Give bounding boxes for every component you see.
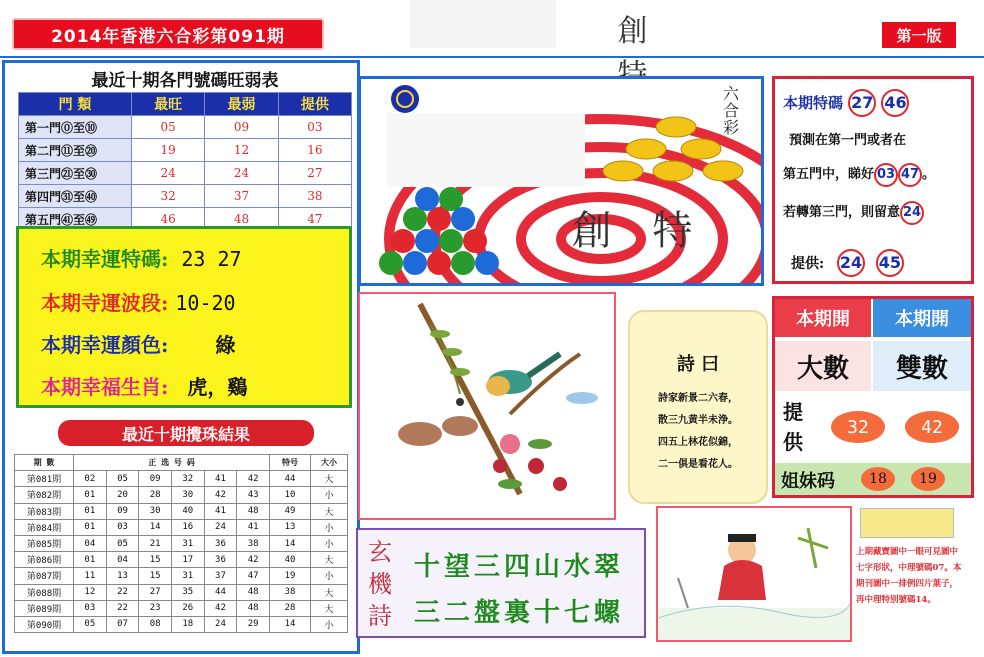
size-cell: 小 <box>311 487 348 503</box>
issue-cell: 第082期 <box>15 487 74 503</box>
sister-number-1: 18 <box>861 467 895 491</box>
table-row <box>15 519 348 535</box>
special-line-1: 預測在第一門或者在 <box>789 133 907 148</box>
table-row <box>15 568 348 584</box>
number-cell: 31 <box>171 568 204 584</box>
special-offer: 提供: 24 45 <box>791 249 904 277</box>
table-row <box>15 616 348 632</box>
table-row: 第一門⓪至⑩ 05 09 03 <box>19 116 352 139</box>
poem-title: 詩 曰 <box>676 354 720 375</box>
number-cell: 27 <box>139 584 172 600</box>
number-cell: 15 <box>139 568 172 584</box>
number-cell: 42 <box>204 600 237 616</box>
draw-results-table: 期 數 正 选 号 码 特号 大小 第081期 02 05 09 32 41 42 44 大 第082期 01 20 28 30 42 43 10 小 第083期 01 09 30 40 41 48 49 大 第084期 01 03 14 16 24 41 13 小 第085期 04 05 21 31 36 38 14 小 第086期 01 04 15 17 36 42 40 大 第087期 11 13 15 31 37 47 19 小 第088期 12 22 27 35 44 48 38 大 第089期 03 22 23 26 42 48 28 大 第090期 05 07 08 18 24 29 14 小 <box>14 454 348 633</box>
number-cell: 13 <box>106 568 139 584</box>
number-cell: 05 <box>106 471 139 487</box>
issue-cell: 第086期 <box>15 552 74 568</box>
special-label: 本期特碼 <box>783 94 844 112</box>
banner-title: 創 特 <box>571 208 707 254</box>
number-cell: 21 <box>139 535 172 551</box>
number-cell: 48 <box>237 600 270 616</box>
special-cell: 40 <box>270 552 311 568</box>
corner-label: 六合彩 <box>723 84 740 137</box>
number-cell: 01 <box>74 487 107 503</box>
number-cell: 48 <box>237 584 270 600</box>
zone-header: 門 類 <box>19 93 132 116</box>
issue-cell: 第089期 <box>15 600 74 616</box>
offer-header: 提供 <box>278 93 351 116</box>
number-cell: 15 <box>139 552 172 568</box>
number-cell: 01 <box>74 519 107 535</box>
number-cell: 11 <box>74 568 107 584</box>
number-cell: 09 <box>106 503 139 519</box>
number-cell: 37 <box>204 568 237 584</box>
number-cell: 48 <box>237 503 270 519</box>
number-cell: 38 <box>237 535 270 551</box>
number-cell: 01 <box>74 552 107 568</box>
number-cell: 29 <box>237 616 270 632</box>
number-cell: 24 <box>204 519 237 535</box>
table-row: 第二門⑪至⑳ 19 12 16 <box>19 139 352 162</box>
table-row <box>15 600 348 616</box>
header-divider <box>0 56 984 58</box>
poem-scroll <box>628 310 768 504</box>
mystic-line-1: 十望三四山水翠 <box>414 552 625 582</box>
number-cell: 26 <box>171 600 204 616</box>
special-cell: 14 <box>270 535 311 551</box>
draw-results-title: 最近十期攪珠結果 <box>58 420 314 446</box>
number-cell: 40 <box>171 503 204 519</box>
special-cell: 13 <box>270 519 311 535</box>
number-cell: 04 <box>106 552 139 568</box>
number-cell: 31 <box>171 535 204 551</box>
issue-cell: 第083期 <box>15 503 74 519</box>
number-cell: 42 <box>237 471 270 487</box>
riddle-picture <box>358 292 616 520</box>
issue-cell: 第087期 <box>15 568 74 584</box>
lucky-wave: 本期寺運波段: 10-20 <box>41 291 236 315</box>
note-thumbnail <box>860 508 954 538</box>
special-number-2: 46 <box>881 89 909 117</box>
lucky-color: 本期幸運顏色: 綠 <box>41 333 236 357</box>
table-row: 第四門㉛至㊵ 32 37 38 <box>19 185 352 208</box>
special-cell: 28 <box>270 600 311 616</box>
number-cell: 35 <box>171 584 204 600</box>
number-cell: 44 <box>204 584 237 600</box>
poem-lines: 詩家新景二六春， 散三九黄半未浄。 四五上林花似錦， 二一俱是看花人。 <box>658 393 738 470</box>
table-row: 第五門㊶至㊾ 46 48 47 <box>19 208 352 231</box>
number-cell: 42 <box>237 552 270 568</box>
number-cell: 41 <box>204 503 237 519</box>
mystic-label: 玄機詩 <box>368 538 392 630</box>
even-number-label: 雙數 <box>873 341 971 391</box>
size-cell: 大 <box>311 600 348 616</box>
size-cell: 小 <box>311 519 348 535</box>
size-cell: 小 <box>311 568 348 584</box>
banner-image <box>358 76 764 286</box>
mystic-poem-box <box>356 528 646 638</box>
number-cell: 36 <box>204 552 237 568</box>
big-number-label: 大數 <box>775 341 871 391</box>
mystic-line-2: 三二盤裏十七螺 <box>414 598 625 628</box>
number-cell: 05 <box>74 616 107 632</box>
table-row <box>15 487 348 503</box>
special-cell: 49 <box>270 503 311 519</box>
number-cell: 30 <box>171 487 204 503</box>
bird-branch-illustration <box>360 294 614 518</box>
issue-cell: 第081期 <box>15 471 74 487</box>
cold-header: 最弱 <box>205 93 278 116</box>
number-cell: 28 <box>139 487 172 503</box>
number-cell: 18 <box>171 616 204 632</box>
number-cell: 03 <box>106 519 139 535</box>
special-number-1: 27 <box>848 89 876 117</box>
number-cell: 17 <box>171 552 204 568</box>
offer-number-1: 32 <box>831 411 885 443</box>
lucky-zodiac: 本期幸福生肖: 虎，鷄 <box>41 375 248 399</box>
number-cell: 02 <box>74 471 107 487</box>
size-cell: 小 <box>311 616 348 632</box>
size-cell: 大 <box>311 584 348 600</box>
sister-label: 姐妹码 <box>781 471 835 492</box>
lucky-special: 本期幸運特碼: 23 27 <box>41 247 242 271</box>
size-cell: 大 <box>311 471 348 487</box>
special-cell: 44 <box>270 471 311 487</box>
number-cell: 22 <box>106 600 139 616</box>
special-line-3: 若轉第三門，則留意 24 <box>783 201 924 225</box>
number-cell: 09 <box>139 471 172 487</box>
number-cell: 30 <box>139 503 172 519</box>
number-cell: 47 <box>237 568 270 584</box>
cartoon-illustration <box>658 508 850 640</box>
page-title: 創 <box>617 14 688 49</box>
number-cell: 07 <box>106 616 139 632</box>
special-prediction-box <box>772 76 974 284</box>
special-line-2: 第五門中，睇好 03 47 。 <box>783 163 935 187</box>
number-cell: 41 <box>204 471 237 487</box>
size-cell: 大 <box>311 503 348 519</box>
number-cell: 36 <box>204 535 237 551</box>
zone-table-title: 最近十期各門號碼旺弱表 <box>91 71 279 91</box>
number-cell: 22 <box>106 584 139 600</box>
number-cell: 12 <box>74 584 107 600</box>
special-cell: 38 <box>270 584 311 600</box>
table-row <box>15 584 348 600</box>
odd-even-box <box>772 296 974 498</box>
size-cell: 小 <box>311 535 348 551</box>
open-head-right: 本期開 <box>873 299 971 337</box>
lucky-box <box>16 226 352 408</box>
hot-header: 最旺 <box>132 93 205 116</box>
number-cell: 04 <box>74 535 107 551</box>
number-cell: 08 <box>139 616 172 632</box>
treasure-map-picture <box>656 506 852 642</box>
number-cell: 42 <box>204 487 237 503</box>
offer-number-2: 42 <box>905 411 959 443</box>
table-row: 第三門㉑至㉚ 24 24 27 <box>19 162 352 185</box>
number-cell: 20 <box>106 487 139 503</box>
number-cell: 05 <box>106 535 139 551</box>
note-text: 上期藏寶圖中一眼可見圖中 七字形狀，中理號碼07。本 期刊圖中一排例四片葉子， 再中理特别號碼14。 <box>856 547 962 605</box>
header-blank <box>410 0 556 48</box>
issue-cell: 第084期 <box>15 519 74 535</box>
last-issue-note <box>856 506 980 642</box>
table-row <box>15 552 348 568</box>
zone-table <box>18 92 352 231</box>
number-cell: 14 <box>139 519 172 535</box>
number-cell: 43 <box>237 487 270 503</box>
table-row <box>15 535 348 551</box>
number-cell: 24 <box>204 616 237 632</box>
issue-cell: 第090期 <box>15 616 74 632</box>
issue-banner: 2014年香港六合彩第091期 <box>12 18 324 50</box>
table-row <box>15 503 348 519</box>
number-cell: 01 <box>74 503 107 519</box>
number-cell: 23 <box>139 600 172 616</box>
sister-number-2: 19 <box>911 467 945 491</box>
offer-label: 提 供 <box>783 400 803 454</box>
special-cell: 10 <box>270 487 311 503</box>
open-head-left: 本期開 <box>775 299 871 337</box>
special-cell: 19 <box>270 568 311 584</box>
special-cell: 14 <box>270 616 311 632</box>
number-cell: 32 <box>171 471 204 487</box>
issue-cell: 第085期 <box>15 535 74 551</box>
number-cell: 16 <box>171 519 204 535</box>
number-cell: 03 <box>74 600 107 616</box>
number-cell: 41 <box>237 519 270 535</box>
table-row <box>15 471 348 487</box>
edition-badge: 第一版 <box>882 22 956 48</box>
issue-cell: 第088期 <box>15 584 74 600</box>
size-cell: 大 <box>311 552 348 568</box>
